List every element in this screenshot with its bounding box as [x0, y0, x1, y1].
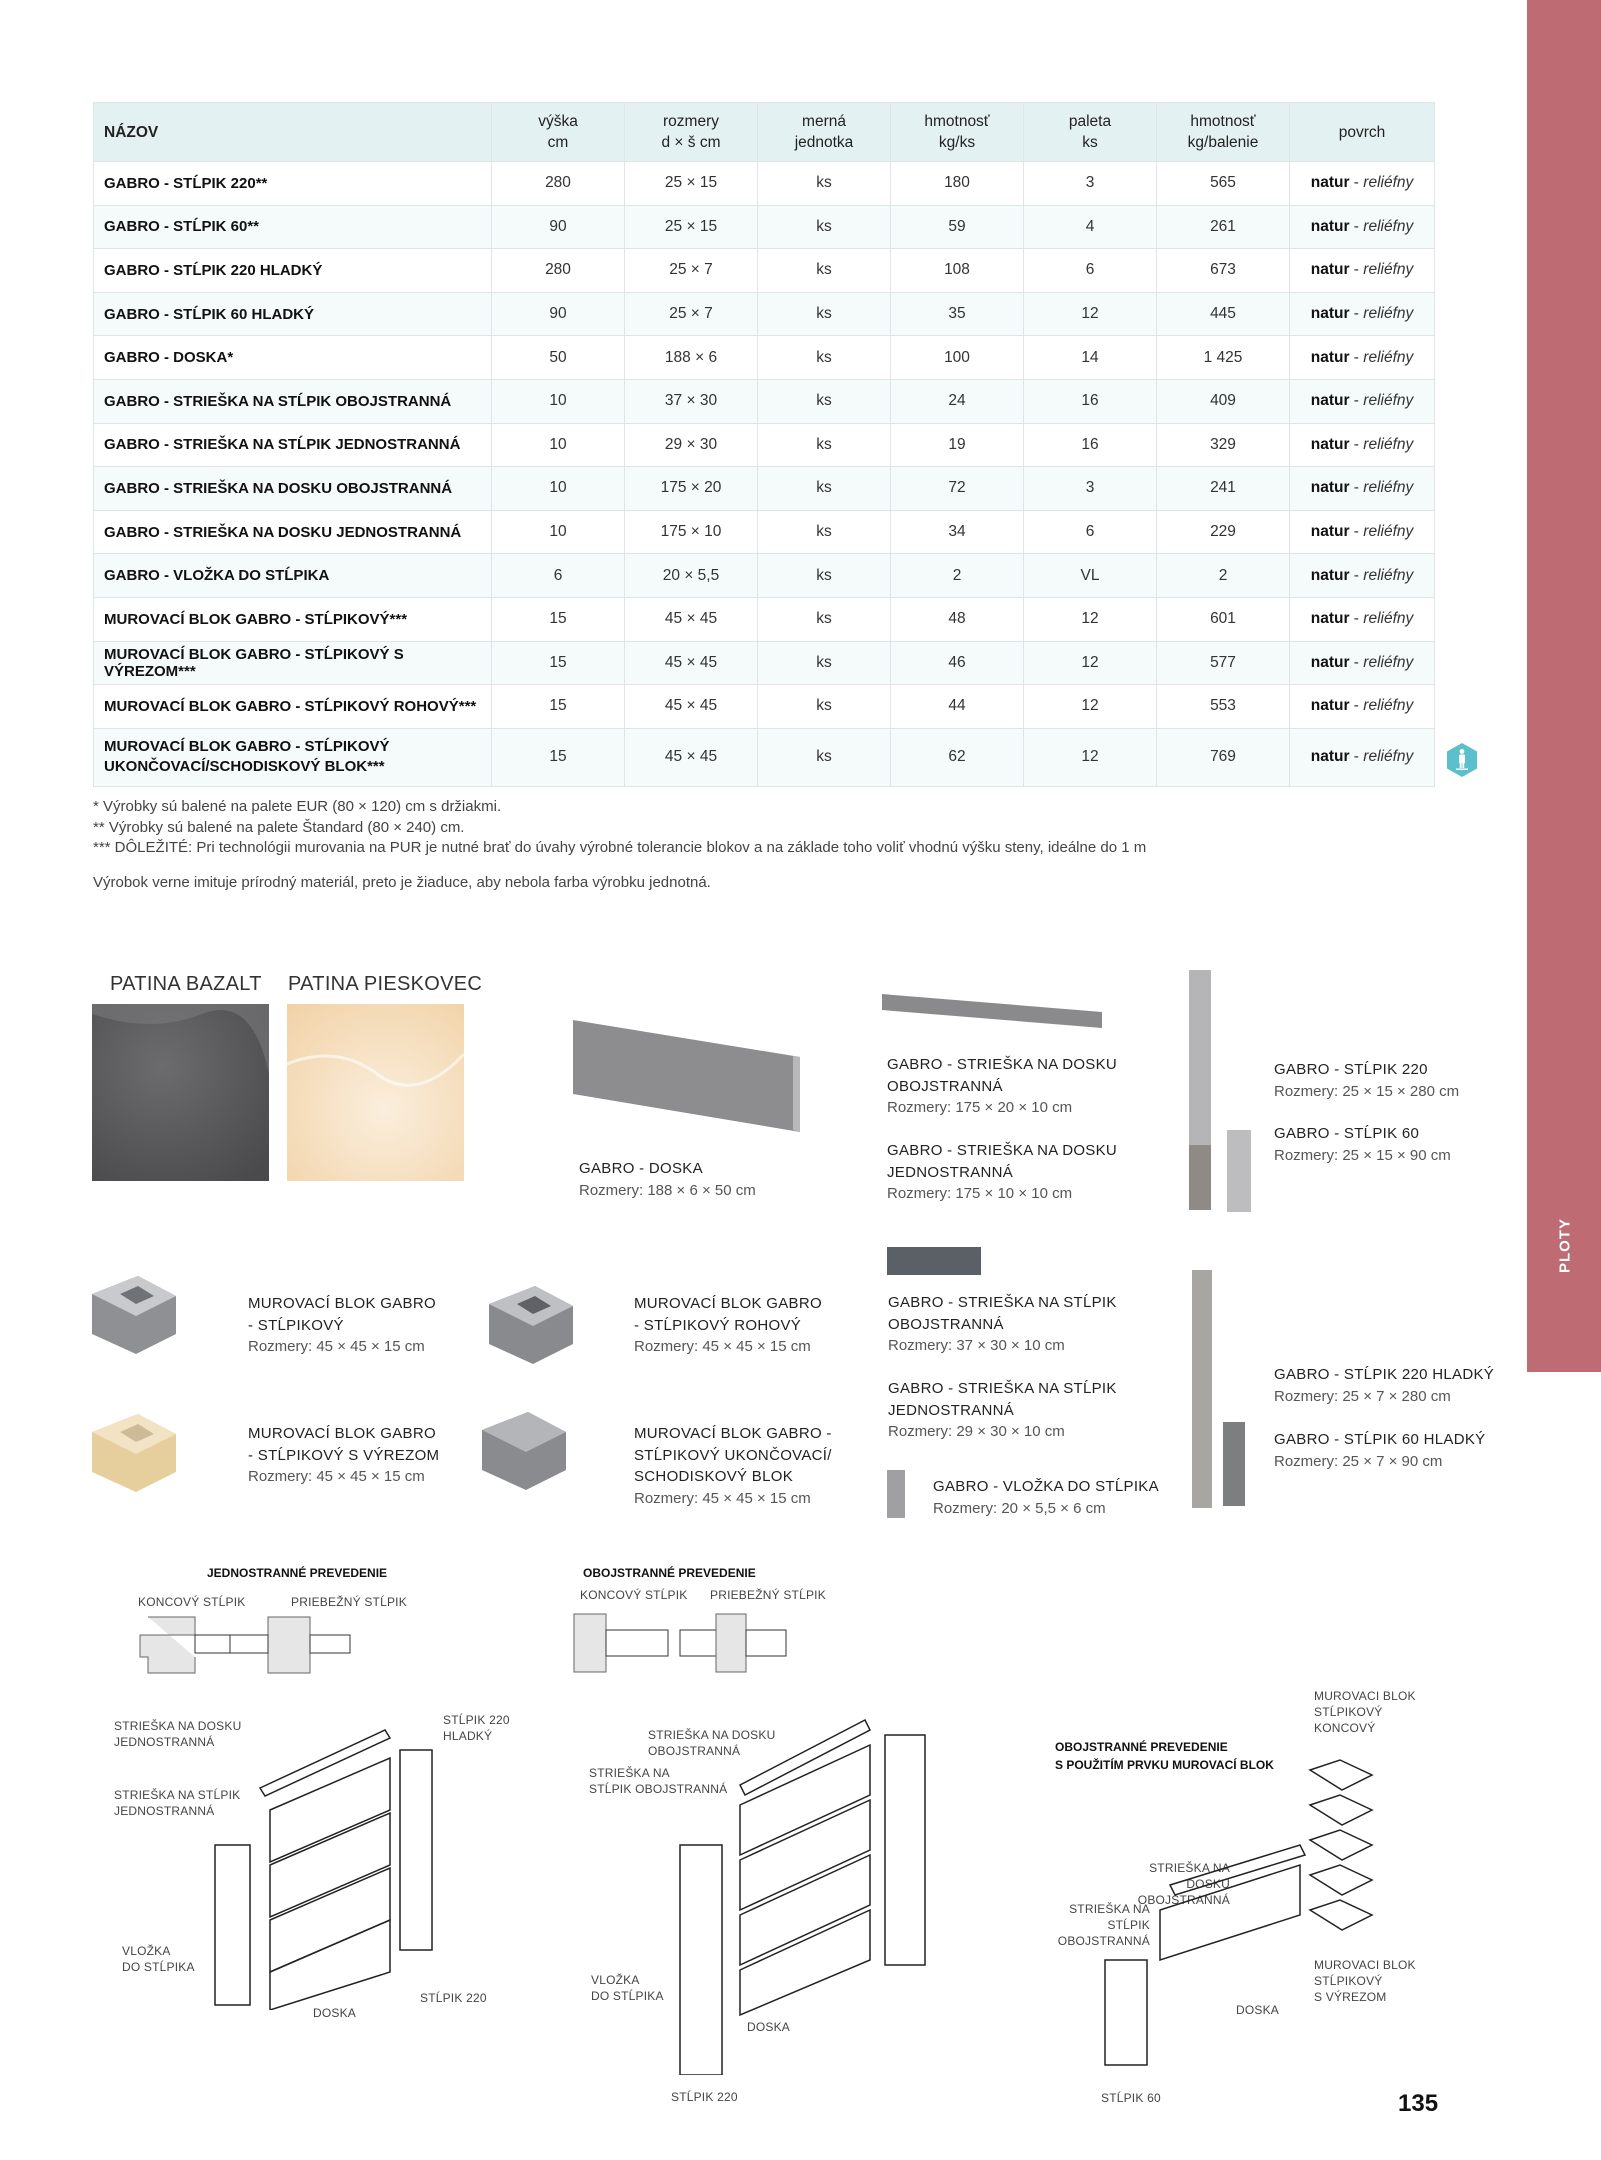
- cell-weight: 46: [891, 641, 1024, 685]
- cell-surface: natur - reliéfny: [1290, 336, 1435, 380]
- page-number: 135: [1398, 2090, 1439, 2117]
- cell-unit: ks: [758, 641, 891, 685]
- blok-vyrez-image: [88, 1410, 178, 1500]
- footnote-1: * Výrobky sú balené na palete EUR (80 × 120) cm s držiakmi.: [93, 798, 502, 815]
- cell-pack-weight: 409: [1157, 379, 1290, 423]
- product-caption-stlpik-220: GABRO - STĹPIK 220 Rozmery: 25 × 15 × 280 cm: [1274, 1061, 1460, 1100]
- cell-weight: 35: [891, 292, 1024, 336]
- cell-surface: natur - reliéfny: [1290, 379, 1435, 423]
- patina-bazalt-swatch: [92, 1004, 269, 1181]
- cell-unit: ks: [758, 379, 891, 423]
- cell-pallet: 4: [1024, 205, 1157, 249]
- cell-pallet: 12: [1024, 597, 1157, 641]
- cell-dims: 45 × 45: [625, 685, 758, 729]
- cell-pack-weight: 1 425: [1157, 336, 1290, 380]
- col-header-unit: merná jednotka: [758, 103, 891, 162]
- product-caption-blok-rohovy: MUROVACÍ BLOK GABRO - STĹPIKOVÝ ROHOVÝ Rozmery: 45 × 45 × 15 cm: [634, 1295, 822, 1355]
- cell-height: 15: [492, 641, 625, 685]
- diagram-blok-label-strieska-stlpik: STRIEŠKA NA STĹPIK OBOJSTRANNÁ: [1057, 1902, 1150, 1948]
- table-row: [94, 162, 1435, 206]
- cell-height: 15: [492, 685, 625, 729]
- cell-pallet: VL: [1024, 554, 1157, 598]
- diagram-jedno-label-stlpik220: STĹPIK 220: [420, 1991, 487, 2005]
- cell-pack-weight: 261: [1157, 205, 1290, 249]
- diagram-obo-label-strieska-dosku: STRIEŠKA NA DOSKU OBOJSTRANNÁ: [648, 1728, 776, 1758]
- product-caption-vlozka: GABRO - VLOŽKA DO STĹPIKA Rozmery: 20 × 5,5 × 6 cm: [933, 1478, 1159, 1517]
- cell-surface: natur - reliéfny: [1290, 728, 1435, 786]
- cell-weight: 48: [891, 597, 1024, 641]
- diagram-blok-label-strieska-dosku: STRIEŠKA NA DOSKU OBOJSTRANNÁ: [1137, 1861, 1230, 1907]
- cell-weight: 108: [891, 249, 1024, 293]
- strieska-dosku-image: [880, 990, 1110, 1030]
- diagram-obo-priebezny-label: PRIEBEŽNÝ STĹPIK: [710, 1588, 826, 1602]
- table-row: [94, 641, 1435, 685]
- section-tab-label: PLOTY: [1556, 1217, 1574, 1273]
- cell-weight: 34: [891, 510, 1024, 554]
- col-header-name: NÁZOV: [94, 103, 492, 162]
- cell-pallet: 6: [1024, 249, 1157, 293]
- cell-dims: 175 × 10: [625, 510, 758, 554]
- cell-dims: 20 × 5,5: [625, 554, 758, 598]
- cell-surface: natur - reliéfny: [1290, 162, 1435, 206]
- cell-name: GABRO - STRIEŠKA NA DOSKU OBOJSTRANNÁ: [94, 467, 492, 511]
- diagram-obo-label-vlozka: VLOŽKA DO STĹPIKA: [591, 1973, 664, 2003]
- stlpik-220-60-image: [1183, 970, 1263, 1215]
- cell-weight: 180: [891, 162, 1024, 206]
- product-caption-strieska-stlpik-obojstranna: GABRO - STRIEŠKA NA STĹPIK OBOJSTRANNÁ Rozmery: 37 × 30 × 10 cm: [888, 1294, 1117, 1354]
- product-caption-stlpik-60-hladky: GABRO - STĹPIK 60 HLADKÝ Rozmery: 25 × 7 × 90 cm: [1274, 1431, 1486, 1470]
- cell-name: MUROVACÍ BLOK GABRO - STĹPIKOVÝ***: [94, 597, 492, 641]
- diagram-jedno-label-strieska-stlpik: STRIEŠKA NA STĹPIK JEDNOSTRANNÁ: [114, 1788, 241, 1818]
- cell-surface: natur - reliéfny: [1290, 510, 1435, 554]
- cell-unit: ks: [758, 685, 891, 729]
- cell-unit: ks: [758, 292, 891, 336]
- diagram-blok-label-stlpik60: STĹPIK 60: [1101, 2091, 1161, 2105]
- cell-pallet: 14: [1024, 336, 1157, 380]
- cell-unit: ks: [758, 336, 891, 380]
- col-header-weight: hmotnosť kg/ks: [891, 103, 1024, 162]
- cell-surface: natur - reliéfny: [1290, 249, 1435, 293]
- diagram-jedno-label-doska: DOSKA: [313, 2006, 357, 2020]
- cell-surface: natur - reliéfny: [1290, 641, 1435, 685]
- diagram-obo-exploded-view: [670, 1675, 940, 2075]
- cell-dims: 175 × 20: [625, 467, 758, 511]
- cell-pallet: 3: [1024, 162, 1157, 206]
- cell-surface: natur - reliéfny: [1290, 292, 1435, 336]
- cell-pack-weight: 229: [1157, 510, 1290, 554]
- diagram-blok-label-doska: DOSKA: [1236, 2003, 1280, 2017]
- product-caption-stlpik-60: GABRO - STĹPIK 60 Rozmery: 25 × 15 × 90 cm: [1274, 1125, 1451, 1164]
- cell-name: MUROVACÍ BLOK GABRO - STĹPIKOVÝ UKONČOVACÍ/SCHODISKOVÝ BLOK***: [94, 728, 492, 786]
- cell-name: GABRO - STĹPIK 60 HLADKÝ: [94, 292, 492, 336]
- vlozka-image: [885, 1468, 907, 1520]
- diagram-jedno-exploded-view: [210, 1710, 440, 2010]
- table-row: [94, 554, 1435, 598]
- cell-pack-weight: 565: [1157, 162, 1290, 206]
- col-header-surface: povrch: [1290, 103, 1435, 162]
- col-header-pallet: paleta ks: [1024, 103, 1157, 162]
- diagram-blok-title: OBOJSTRANNÉ PREVEDENIE S POUŽITÍM PRVKU MUROVACÍ BLOK: [1055, 1740, 1274, 1772]
- section-tab: [1527, 0, 1601, 1372]
- col-header-pack-weight: hmotnosť kg/balenie: [1157, 103, 1290, 162]
- table-row: [94, 510, 1435, 554]
- strieska-stlpik-image: [885, 1245, 985, 1277]
- product-caption-stlpik-220-hladky: GABRO - STĹPIK 220 HLADKÝ Rozmery: 25 × 7 × 280 cm: [1274, 1366, 1495, 1405]
- cell-name: GABRO - DOSKA*: [94, 336, 492, 380]
- cell-unit: ks: [758, 162, 891, 206]
- cell-surface: natur - reliéfny: [1290, 597, 1435, 641]
- table-row: [94, 728, 1435, 786]
- cell-pack-weight: 553: [1157, 685, 1290, 729]
- cell-height: 50: [492, 336, 625, 380]
- diagram-jedno-koncovy-label: KONCOVÝ STĹPIK: [138, 1595, 246, 1609]
- product-caption-strieska-stlpik-jednostranna: GABRO - STRIEŠKA NA STĹPIK JEDNOSTRANNÁ Rozmery: 29 × 30 × 10 cm: [888, 1380, 1117, 1440]
- cell-height: 15: [492, 597, 625, 641]
- cell-pallet: 16: [1024, 423, 1157, 467]
- cell-weight: 62: [891, 728, 1024, 786]
- diagram-jedno-priebezny-label: PRIEBEŽNÝ STĹPIK: [291, 1595, 407, 1609]
- person-hexagon-icon: [1447, 743, 1477, 777]
- product-caption-blok-ukoncovaci: MUROVACÍ BLOK GABRO - STĹPIKOVÝ UKONČOVACÍ/ SCHODISKOVÝ BLOK Rozmery: 45 × 45 × 15 cm: [634, 1425, 832, 1507]
- cell-dims: 25 × 7: [625, 249, 758, 293]
- cell-weight: 24: [891, 379, 1024, 423]
- cell-pallet: 3: [1024, 467, 1157, 511]
- cell-pallet: 12: [1024, 728, 1157, 786]
- cell-pack-weight: 2: [1157, 554, 1290, 598]
- cell-name: MUROVACÍ BLOK GABRO - STĹPIKOVÝ ROHOVÝ***: [94, 685, 492, 729]
- footnote-2: ** Výrobky sú balené na palete Štandard (80 × 240) cm.: [93, 818, 465, 836]
- diagram-blok-exploded-view: [1100, 1750, 1380, 2090]
- cell-weight: 2: [891, 554, 1024, 598]
- cell-pack-weight: 241: [1157, 467, 1290, 511]
- cell-surface: natur - reliéfny: [1290, 685, 1435, 729]
- cell-weight: 44: [891, 685, 1024, 729]
- cell-unit: ks: [758, 467, 891, 511]
- cell-unit: ks: [758, 728, 891, 786]
- product-spec-table: [93, 102, 1435, 787]
- patina-pieskovec-swatch: [287, 1004, 464, 1181]
- cell-unit: ks: [758, 554, 891, 598]
- product-caption-strieska-dosku-obojstranna: GABRO - STRIEŠKA NA DOSKU OBOJSTRANNÁ Rozmery: 175 × 20 × 10 cm: [887, 1056, 1118, 1116]
- cell-dims: 29 × 30: [625, 423, 758, 467]
- cell-dims: 45 × 45: [625, 641, 758, 685]
- cell-weight: 19: [891, 423, 1024, 467]
- diagram-obo-label-doska: DOSKA: [747, 2020, 791, 2034]
- cell-surface: natur - reliéfny: [1290, 423, 1435, 467]
- cell-surface: natur - reliéfny: [1290, 205, 1435, 249]
- cell-pack-weight: 769: [1157, 728, 1290, 786]
- diagram-jedno-label-stlpik220h: STĹPIK 220 HLADKÝ: [443, 1713, 510, 1743]
- patina-bazalt-label: PATINA BAZALT: [110, 973, 262, 995]
- cell-pack-weight: 329: [1157, 423, 1290, 467]
- diagram-blok-label-koncovy: MUROVACI BLOK STĹPIKOVÝ KONCOVÝ: [1314, 1689, 1416, 1735]
- cell-pack-weight: 445: [1157, 292, 1290, 336]
- table-row: [94, 597, 1435, 641]
- table-row: [94, 292, 1435, 336]
- cell-name: GABRO - STĹPIK 220 HLADKÝ: [94, 249, 492, 293]
- cell-name: GABRO - STRIEŠKA NA DOSKU JEDNOSTRANNÁ: [94, 510, 492, 554]
- cell-unit: ks: [758, 510, 891, 554]
- cell-surface: natur - reliéfny: [1290, 467, 1435, 511]
- col-header-height: výška cm: [492, 103, 625, 162]
- table-row: [94, 379, 1435, 423]
- cell-height: 10: [492, 379, 625, 423]
- cell-pack-weight: 577: [1157, 641, 1290, 685]
- cell-pallet: 16: [1024, 379, 1157, 423]
- cell-height: 10: [492, 423, 625, 467]
- cell-unit: ks: [758, 423, 891, 467]
- cell-dims: 45 × 45: [625, 597, 758, 641]
- cell-pallet: 12: [1024, 641, 1157, 685]
- cell-height: 90: [492, 205, 625, 249]
- diagram-jednostranne-title: JEDNOSTRANNÉ PREVEDENIE: [207, 1566, 388, 1580]
- footnotes: [93, 797, 1146, 893]
- product-caption-doska: GABRO - DOSKA Rozmery: 188 × 6 × 50 cm: [579, 1160, 756, 1199]
- note-color-variation: Výrobok verne imituje prírodný materiál, preto je žiaduce, aby nebola farba výrobku jednotná.: [93, 873, 711, 891]
- cell-height: 6: [492, 554, 625, 598]
- table-row: [94, 423, 1435, 467]
- table-row: [94, 249, 1435, 293]
- cell-height: 90: [492, 292, 625, 336]
- cell-dims: 25 × 7: [625, 292, 758, 336]
- cell-dims: 188 × 6: [625, 336, 758, 380]
- blok-rohovy-image: [485, 1282, 575, 1372]
- cell-height: 10: [492, 467, 625, 511]
- cell-name: GABRO - STĹPIK 60**: [94, 205, 492, 249]
- blok-ukoncovaci-image: [478, 1408, 568, 1498]
- cell-height: 280: [492, 162, 625, 206]
- diagram-obo-section: [572, 1612, 812, 1674]
- cell-dims: 25 × 15: [625, 162, 758, 206]
- diagram-obo-koncovy-label: KONCOVÝ STĹPIK: [580, 1588, 688, 1602]
- doska-image: [568, 1012, 808, 1132]
- cell-name: GABRO - STRIEŠKA NA STĹPIK JEDNOSTRANNÁ: [94, 423, 492, 467]
- cell-weight: 72: [891, 467, 1024, 511]
- cell-unit: ks: [758, 205, 891, 249]
- product-caption-blok-stlpikovy: MUROVACÍ BLOK GABRO - STĹPIKOVÝ Rozmery: 45 × 45 × 15 cm: [248, 1295, 436, 1355]
- cell-weight: 59: [891, 205, 1024, 249]
- product-caption-strieska-dosku-jednostranna: GABRO - STRIEŠKA NA DOSKU JEDNOSTRANNÁ Rozmery: 175 × 10 × 10 cm: [887, 1142, 1118, 1202]
- cell-pallet: 6: [1024, 510, 1157, 554]
- cell-height: 10: [492, 510, 625, 554]
- cell-pallet: 12: [1024, 685, 1157, 729]
- cell-pack-weight: 673: [1157, 249, 1290, 293]
- diagram-blok-label-vyrez: MUROVACI BLOK STĹPIKOVÝ S VÝREZOM: [1314, 1958, 1416, 2004]
- diagram-jedno-label-vlozka: VLOŽKA DO STĹPIKA: [122, 1944, 195, 1974]
- blok-stlpikovy-image: [88, 1272, 178, 1362]
- cell-unit: ks: [758, 597, 891, 641]
- cell-pallet: 12: [1024, 292, 1157, 336]
- cell-dims: 45 × 45: [625, 728, 758, 786]
- cell-name: MUROVACÍ BLOK GABRO - STĹPIKOVÝ S VÝREZOM***: [94, 641, 492, 685]
- table-header-row: [94, 103, 1435, 162]
- cell-height: 280: [492, 249, 625, 293]
- cell-name: GABRO - STRIEŠKA NA STĹPIK OBOJSTRANNÁ: [94, 379, 492, 423]
- table-row: [94, 467, 1435, 511]
- table-row: [94, 685, 1435, 729]
- cell-weight: 100: [891, 336, 1024, 380]
- diagram-obo-label-strieska-stlpik: STRIEŠKA NA STĹPIK OBOJSTRANNÁ: [589, 1766, 728, 1796]
- diagram-jedno-section: [130, 1615, 420, 1675]
- cell-unit: ks: [758, 249, 891, 293]
- table-row: [94, 205, 1435, 249]
- cell-name: GABRO - VLOŽKA DO STĹPIKA: [94, 554, 492, 598]
- diagram-jedno-label-strieska-dosku: STRIEŠKA NA DOSKU JEDNOSTRANNÁ: [114, 1719, 242, 1749]
- col-header-dims: rozmery d × š cm: [625, 103, 758, 162]
- cell-surface: natur - reliéfny: [1290, 554, 1435, 598]
- cell-pack-weight: 601: [1157, 597, 1290, 641]
- patina-pieskovec-label: PATINA PIESKOVEC: [288, 973, 483, 995]
- product-caption-blok-vyrez: MUROVACÍ BLOK GABRO - STĹPIKOVÝ S VÝREZOM Rozmery: 45 × 45 × 15 cm: [248, 1425, 440, 1485]
- diagram-obo-label-stlpik220: STĹPIK 220: [671, 2090, 738, 2104]
- footnote-3: *** DÔLEŽITÉ: Pri technológii murovania na PUR je nutné brať do úvahy výrobné tolerancie blokov a na základe toho voliť vhodnú výšku steny, ideálne do 1 m: [93, 839, 1147, 856]
- diagram-obojstranne-title: OBOJSTRANNÉ PREVEDENIE: [583, 1566, 756, 1580]
- cell-dims: 37 × 30: [625, 379, 758, 423]
- stlpik-hladky-image: [1185, 1270, 1265, 1515]
- table-row: [94, 336, 1435, 380]
- cell-height: 15: [492, 728, 625, 786]
- cell-name: GABRO - STĹPIK 220**: [94, 162, 492, 206]
- cell-dims: 25 × 15: [625, 205, 758, 249]
